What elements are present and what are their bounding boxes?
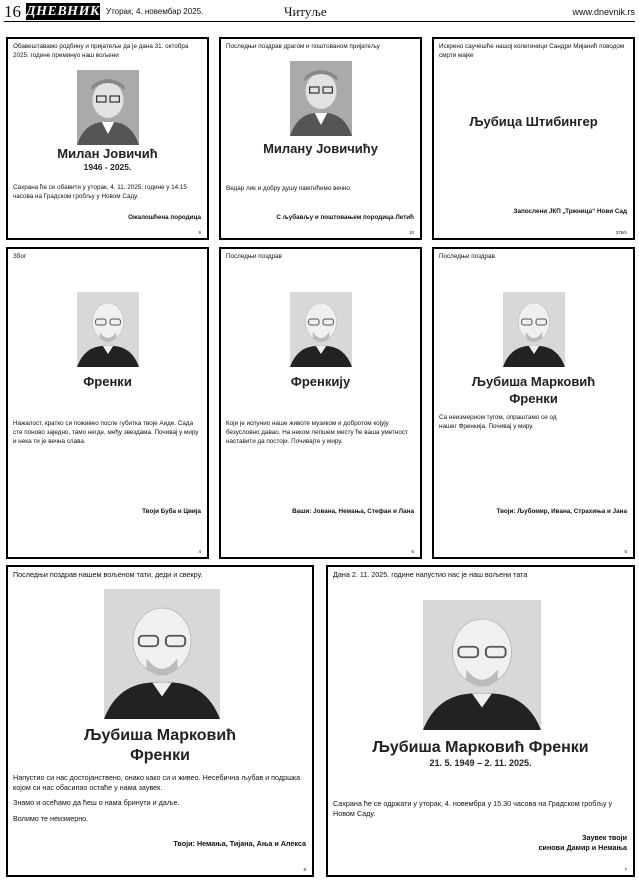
notice-intro: Због	[13, 253, 27, 260]
obituary-notice	[219, 37, 422, 240]
notice-number: 10	[408, 230, 414, 235]
notice-text	[439, 413, 573, 431]
obituary-notice	[432, 37, 635, 240]
deceased-name: Љубиша Марковић Френки	[372, 739, 589, 756]
section-title: Читуље	[284, 4, 327, 19]
deceased-name: Френки	[83, 374, 132, 389]
notice-signature: Твоји: Љубомир, Ивана, Страхиња и Јана	[496, 508, 627, 515]
notice-paragraph: Волимо те неизмерно.	[13, 814, 89, 823]
notice-intro: Последњи поздрав драгом и поштованом пријатељу	[226, 43, 380, 50]
notice-text	[333, 799, 628, 819]
notice-paragraph: Који је испунио наше животе музиком и добротом којују безусловно давао. На неком лепшем месту ће ваша уметност наставити да постоји. Почивајте у миру.	[226, 420, 408, 445]
obituary-notice	[219, 247, 422, 559]
obituary-notice	[326, 565, 635, 877]
deceased-nickname: Френки	[130, 747, 190, 764]
notice-number: 5	[624, 549, 627, 554]
deceased-name: Љубиша Марковић	[471, 374, 596, 389]
notice-intro: Последњи поздрав нашем вољеном тати, деди и свекру.	[13, 570, 203, 579]
newspaper-logo: ДНЕВНИК	[26, 4, 100, 19]
notice-paragraph: Ведар лик и добру душу памтићемо вечно.	[226, 185, 352, 192]
notice-intro: Дана 2. 11. 2025. године напустио нас је наш вољени тата	[333, 570, 528, 579]
portrait-photo	[503, 292, 565, 367]
portrait-photo	[77, 70, 139, 145]
notice-number: 9	[198, 230, 201, 235]
page-header	[4, 2, 635, 22]
portrait-photo	[104, 589, 220, 719]
notice-signature: Запослени ЈКП „Тржница“ Нови Сад	[513, 208, 627, 215]
obituary-notice	[6, 247, 209, 559]
notice-intro: Искрено саучешће нашој колегиници Сандри Мијанић поводом смрти мајке	[439, 43, 625, 59]
deceased-name: Милану Јовичићу	[263, 141, 378, 156]
notice-signature: Твоји: Немања, Тијана, Ања и Алекса	[173, 839, 306, 848]
notice-number: 7	[624, 867, 627, 872]
notice-signature: Твоји Буба и Цвија	[142, 508, 201, 515]
portrait-photo	[290, 61, 352, 136]
notice-paragraph: Знамо и осећамо да ћеш о нама бринути и даље.	[13, 798, 180, 807]
page-number: 16	[4, 2, 21, 21]
deceased-name: Љубица Штибингер	[469, 114, 598, 129]
deceased-nickname: Френки	[509, 391, 558, 406]
obituary-notice	[6, 37, 209, 240]
website-link[interactable]: www.dnevnik.rs	[572, 7, 635, 17]
notice-paragraph: Напустио си нас достојанствено, онако како си и живео. Несебична љубав и подршка којом си нас обасипао остаће у нама заувек.	[13, 773, 301, 792]
notice-signature: Заувек твоји	[581, 833, 627, 842]
notice-text	[13, 773, 307, 824]
deceased-name: Френкију	[290, 374, 351, 389]
notice-number: 4	[198, 549, 201, 554]
notice-text	[13, 419, 202, 446]
notice-intro: Обавештавамо родбину и пријатеље да је дана 31. октобра 2025. године преминуо наш вољени	[13, 43, 189, 59]
portrait-photo	[77, 292, 139, 367]
notice-signature: С љубављу и поштовањем породица Летић	[276, 214, 414, 221]
notice-intro: Последњи поздрав	[226, 253, 282, 260]
notice-number: 6	[411, 549, 414, 554]
obituary-notice	[6, 565, 314, 877]
notice-paragraph: Нажалост, кратко си поживео после губитка твоје Аиде. Сада сте поново заједно, тамо негде, међу звездама. Почивај у миру и нека ти је вечна слава.	[13, 420, 199, 445]
notice-paragraph: Са неизмерном тугом, опраштамо се од нашег Френкија. Почивај у миру.	[439, 414, 557, 430]
notice-paragraph: Сахрана ће се обавити у уторак, 4. 11. 2025. године у 14.15 часова на Градском гробљу у Новом Саду.	[13, 184, 187, 200]
deceased-name: Милан Јовичић	[57, 146, 158, 161]
notice-text	[226, 184, 415, 193]
notice-signature-line: синови Дамир и Немања	[538, 843, 627, 852]
notice-signature: Ваши: Јована, Немања, Стефан и Лана	[292, 508, 414, 515]
issue-date: Уторак, 4. новембар 2025.	[106, 7, 204, 16]
notice-signature: Ожалошћена породица	[128, 214, 201, 221]
notice-number: 376/п	[615, 230, 627, 235]
notice-number: 8	[303, 867, 306, 872]
portrait-photo	[290, 292, 352, 367]
deceased-name: Љубиша Марковић	[83, 727, 236, 744]
notice-paragraph: Сахрана ће се одржати у уторак, 4. новембра у 15.30 часова на Градском гробљу у Новом Саду.	[333, 799, 613, 818]
notice-text	[226, 419, 415, 446]
portrait-photo	[423, 600, 541, 730]
life-years: 21. 5. 1949 – 2. 11. 2025.	[429, 758, 532, 768]
notice-intro: Последњи поздрав.	[439, 253, 497, 260]
notice-text	[13, 183, 202, 201]
obituary-notice	[432, 247, 635, 559]
life-years: 1946 - 2025.	[83, 162, 132, 172]
